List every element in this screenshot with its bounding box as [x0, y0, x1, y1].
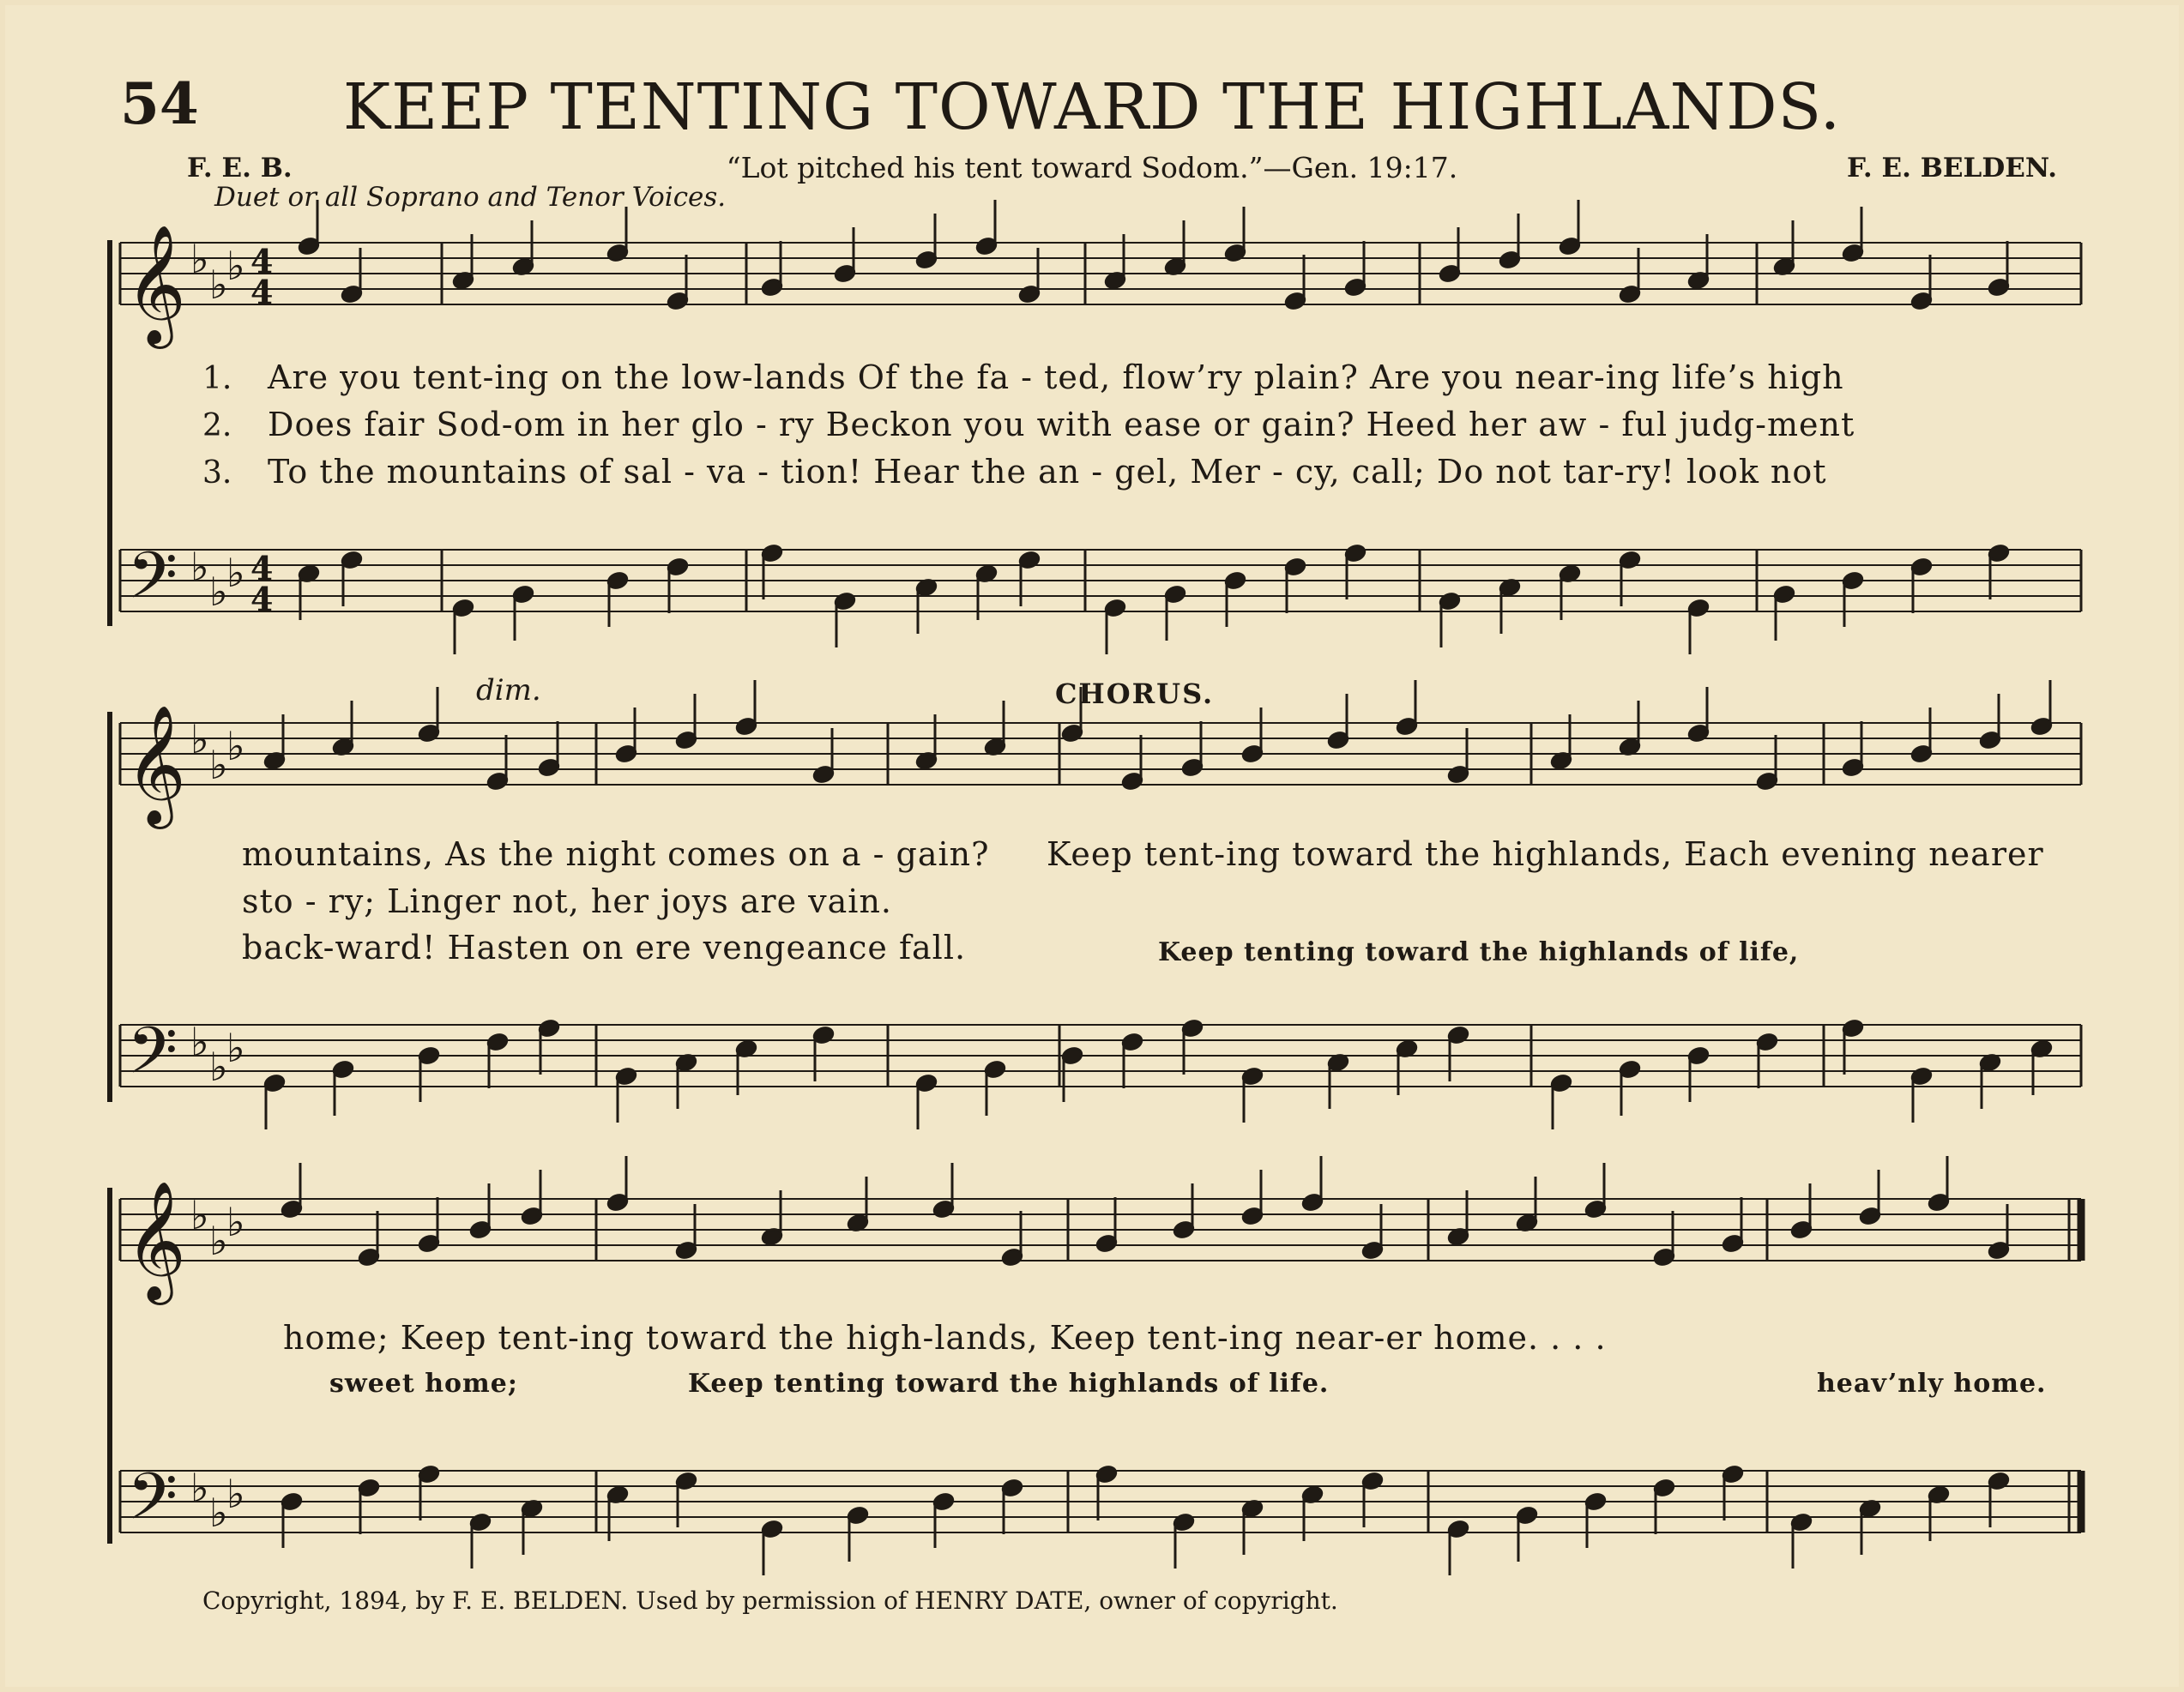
- copyright-notice: Copyright, 1894, by F. E. BELDEN. Used by permission of HENRY DATE, owner of copyright.: [202, 1587, 1338, 1615]
- dynamic-dim: dim.: [476, 673, 541, 708]
- verse-3-line-2: back-ward! Hasten on ere vengeance fall.: [242, 929, 967, 966]
- voicing-note: Duet or all Soprano and Tenor Voices.: [214, 182, 727, 213]
- time-sig-bottom: 4: [250, 273, 274, 311]
- svg-text:♭: ♭: [226, 243, 245, 289]
- bass-clef-icon: 𝄢: [127, 538, 178, 629]
- svg-text:♭: ♭: [190, 544, 209, 590]
- time-sig-bottom: 4: [250, 580, 274, 618]
- time-sig-top: 4: [250, 242, 274, 280]
- svg-text:♭: ♭: [209, 262, 228, 308]
- page-number: 54: [120, 70, 199, 137]
- system-2-treble-staff: [120, 723, 2081, 785]
- verse-number: 2.: [202, 408, 232, 443]
- verse-1-line-1: Are you tent-ing on the low-lands Of the fa - ted, flow’ry plain? Are you near-ing life’s high: [268, 358, 1844, 396]
- svg-text:♭: ♭: [209, 742, 228, 788]
- svg-text:♭: ♭: [190, 1192, 209, 1238]
- treble-clef-icon: 𝄞: [125, 1181, 186, 1300]
- time-sig-top: 4: [250, 549, 274, 587]
- system-3-treble-staff: [120, 1199, 2081, 1261]
- svg-text:♭: ♭: [190, 716, 209, 762]
- verse-2-line-1: Does fair Sod-om in her glo - ry Beckon you with ease or gain? Heed her aw - ful judg-ment: [268, 406, 1855, 443]
- lyricist-initials: F. E. B.: [187, 153, 293, 184]
- hymn-title: KEEP TENTING TOWARD THE HIGHLANDS.: [342, 70, 1842, 144]
- svg-text:♭: ♭: [209, 1044, 228, 1090]
- svg-text:♭: ♭: [209, 1218, 228, 1264]
- system-2-bass-staff: [120, 1025, 2081, 1087]
- svg-text:♭: ♭: [226, 550, 245, 596]
- verse-2-line-2: sto - ry; Linger not, her joys are vain.: [242, 882, 892, 920]
- chorus-label: CHORUS.: [1055, 677, 1215, 710]
- verse-number: 3.: [202, 455, 232, 491]
- chorus-line-1: Keep tent-ing toward the highlands, Each evening nearer: [1047, 835, 2044, 873]
- verse-number: 1.: [202, 361, 232, 396]
- bass-echo-2b: Keep tenting toward the highlands of life.: [688, 1369, 1330, 1399]
- system-1-bass-staff: [120, 550, 2081, 611]
- verse-3-line-1: To the mountains of sal - va - tion! Hear the an - gel, Mer - cy, call; Do not tar-ry! look not: [268, 453, 1827, 491]
- scripture-epigraph: “Lot pitched his tent toward Sodom.”—Gen. 19:17.: [726, 151, 1458, 184]
- treble-clef-icon: 𝄞: [125, 705, 186, 824]
- bass-clef-icon: 𝄢: [127, 1013, 178, 1105]
- svg-text:♭: ♭: [226, 1199, 245, 1245]
- svg-text:♭: ♭: [226, 1025, 245, 1071]
- svg-text:♭: ♭: [209, 1490, 228, 1536]
- chorus-line-2: home; Keep tent-ing toward the high-lands, Keep tent-ing near-er home. . . .: [283, 1319, 1607, 1357]
- svg-text:♭: ♭: [190, 1465, 209, 1511]
- composer-name: F. E. BELDEN.: [1847, 153, 2057, 184]
- svg-text:♭: ♭: [209, 569, 228, 615]
- svg-text:♭: ♭: [226, 723, 245, 769]
- svg-text:♭: ♭: [190, 236, 209, 282]
- bass-echo-2a: sweet home;: [329, 1369, 518, 1399]
- treble-clef-icon: 𝄞: [125, 225, 186, 344]
- svg-text:♭: ♭: [190, 1019, 209, 1065]
- verse-1-line-2: mountains, As the night comes on a - gain?: [242, 835, 990, 873]
- svg-text:♭: ♭: [226, 1471, 245, 1517]
- bass-echo-1: Keep tenting toward the highlands of life,: [1158, 937, 1800, 967]
- bass-echo-2c: heav’nly home.: [1817, 1369, 2047, 1399]
- bass-clef-icon: 𝄢: [127, 1459, 178, 1550]
